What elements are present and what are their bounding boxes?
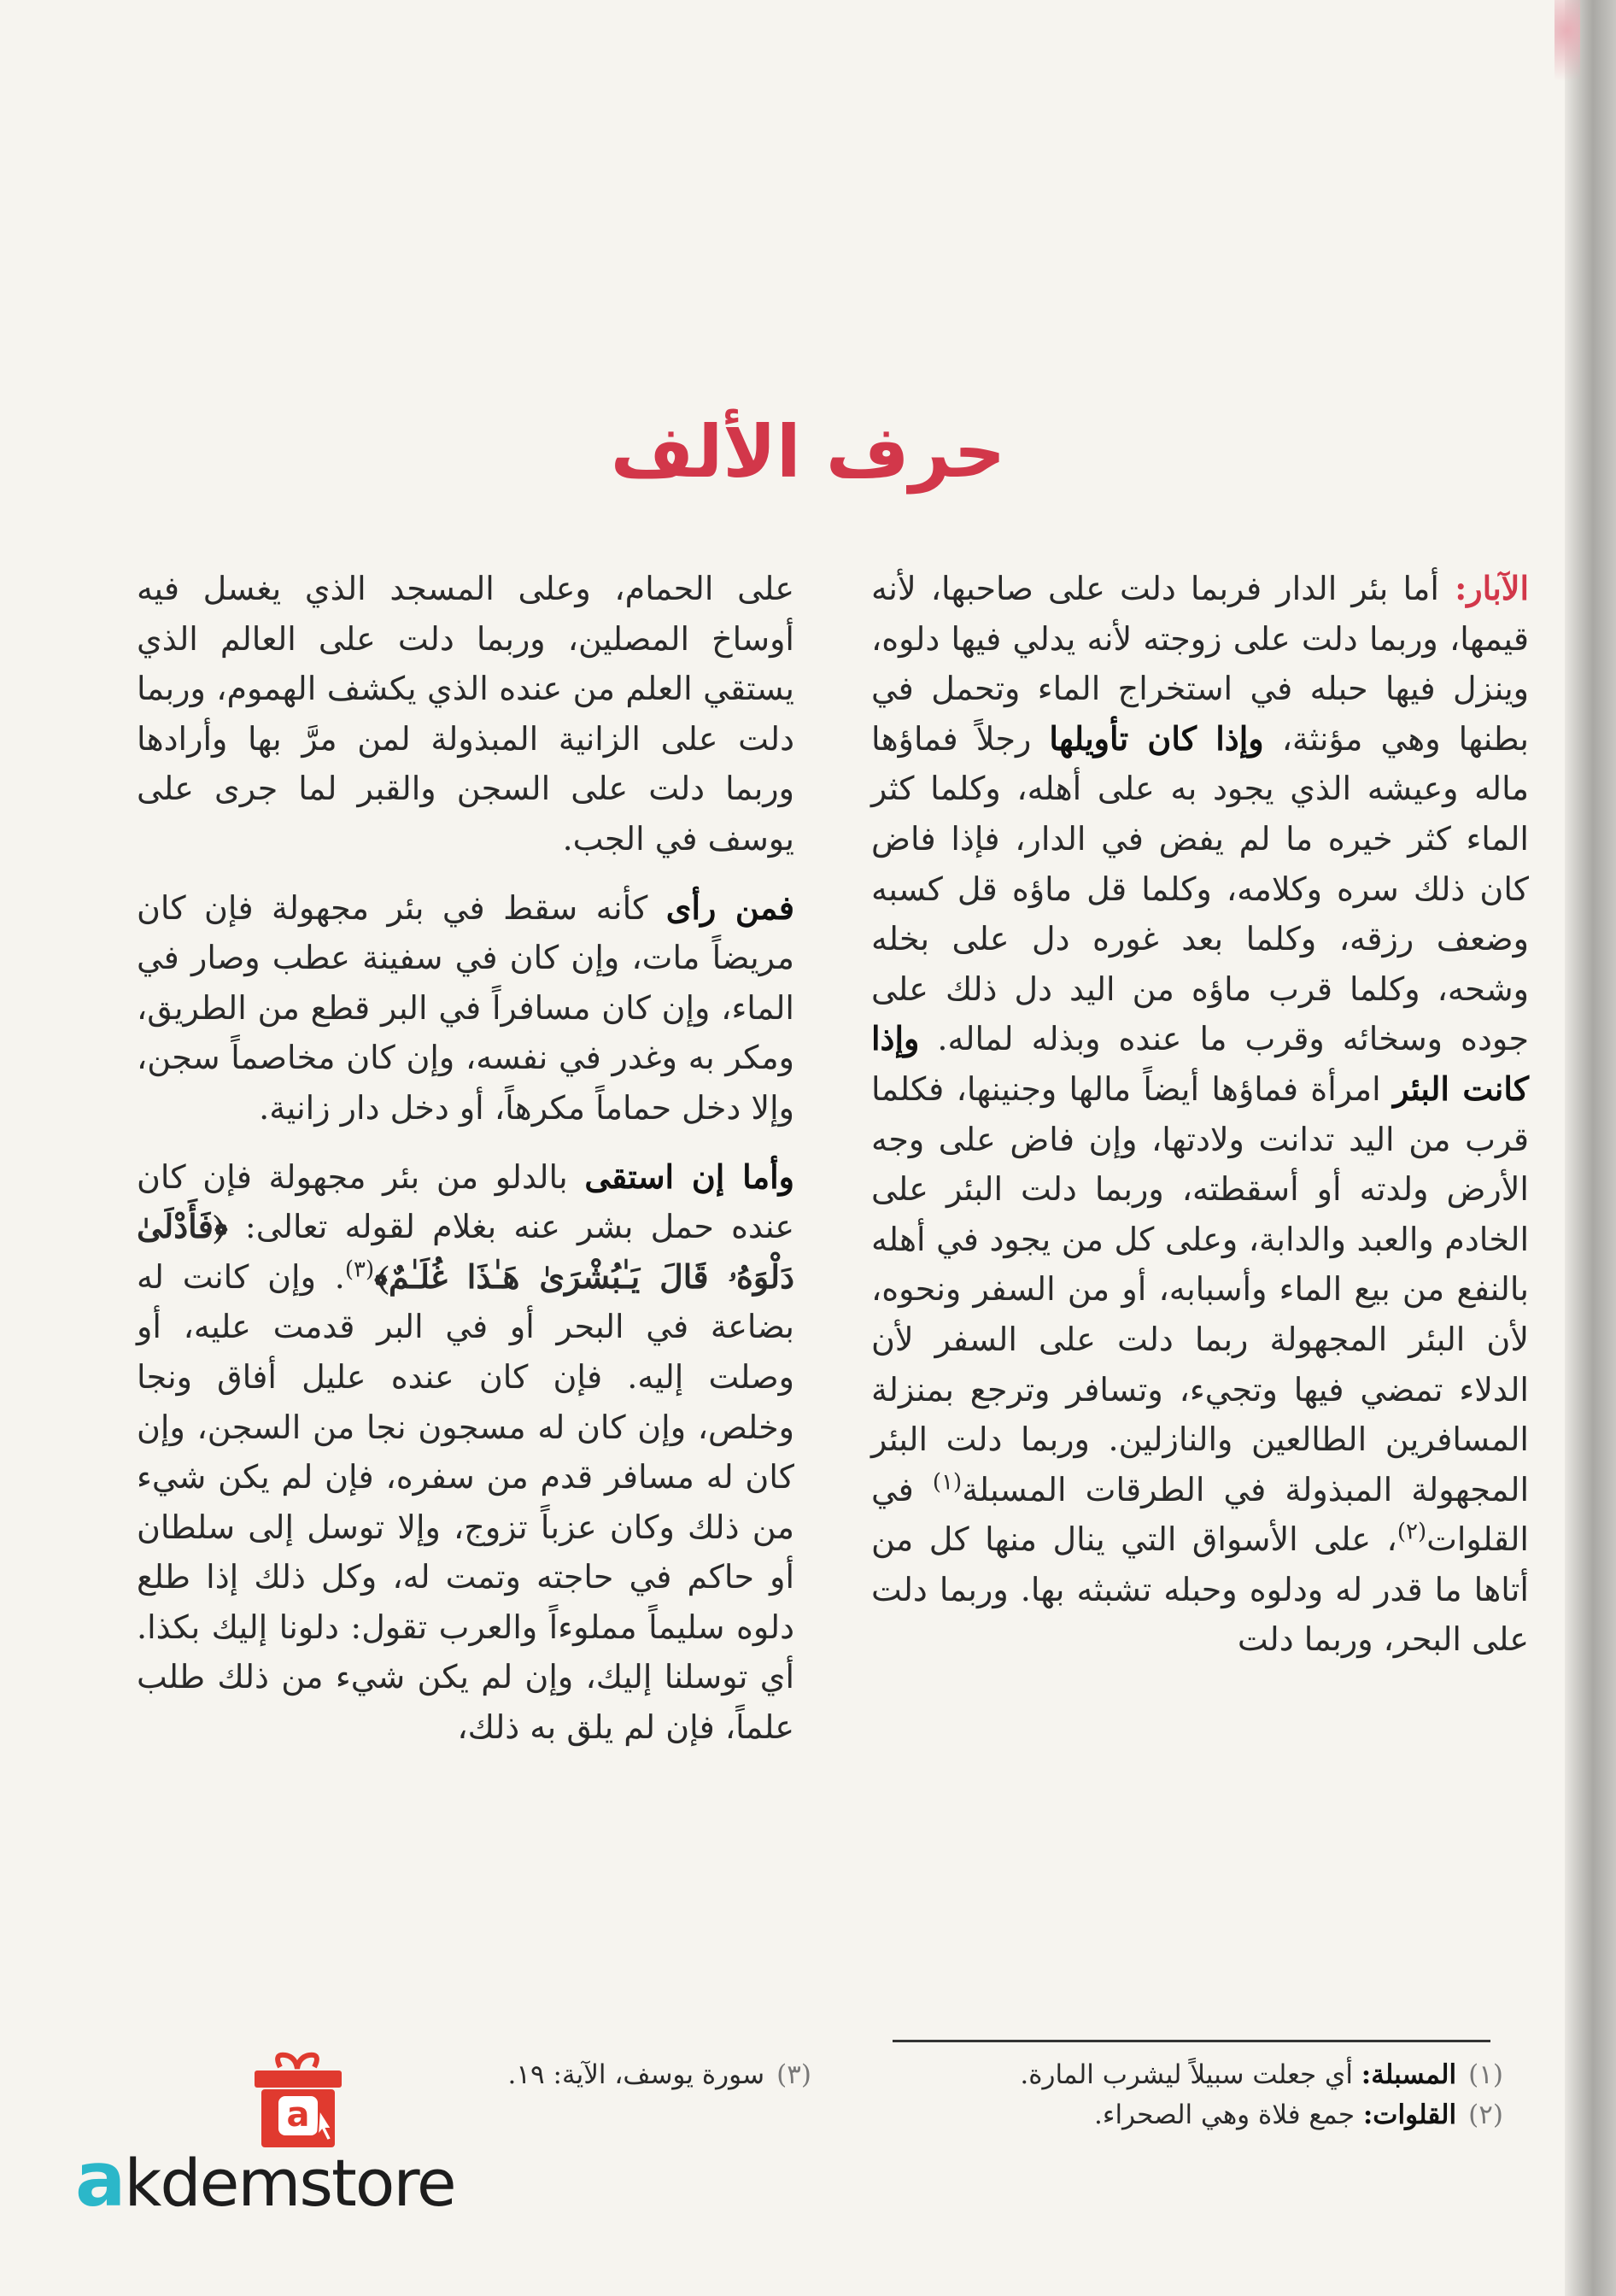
body-text: على الحمام، وعلى المسجد الذي يغسل فيه أوساخ المصلين، وربما دلت على العالم الذي يستقي العلم من عنده الذي يكشف الهموم، وربما دلت على الزانية المبذولة لمن مرَّ بها وأرادها وربما دلت على السجن والقبر لما جرى على يوسف في الجب. — [137, 570, 794, 858]
heading-word: الآبار: — [1438, 569, 1529, 607]
heading-word: وإذا كان تأويلها — [1049, 718, 1264, 758]
body-text: أما بئر الدار فربما دلت على صاحبها، لأنه قيمها، وربما دلت على زوجته لأنه يدلي فيها دلوه، وينزل فيها حبله في استخراج الماء وتحمل في بطنها وهي مؤنثة، — [871, 570, 1529, 758]
footnote-number: (٣) — [776, 2059, 811, 2090]
footnote-text: سورة يوسف، الآية: ١٩. — [507, 2059, 765, 2090]
right-text-column — [871, 564, 1529, 1684]
chapter-title: حرف الألف — [610, 410, 1006, 494]
right-paragraph — [871, 564, 1529, 1665]
footnote-term: المسبلة: — [1361, 2059, 1457, 2090]
footnote-number: (١) — [1468, 2059, 1503, 2090]
footnote-text: أي جعلت سبيلاً ليشرب المارة. — [1020, 2059, 1361, 2090]
body-text: ، على الأسواق التي ينال منها كل من أتاها ما قدر له ودلوه وحبله تشبثه بها. وربما دلت على البحر، وربما دلت — [871, 1520, 1529, 1659]
logo-wordmark — [75, 2135, 553, 2223]
page-edge-shadow — [1565, 0, 1616, 2296]
scan-mark — [1555, 0, 1580, 102]
body-text: كأنه سقط في بئر مجهولة فإن كان مريضاً مات، وإن كان في سفينة عطب وصار في الماء، وإن كان مسافراً في البر قطع من الطريق، ومكر به وغدر في نفسه، وإن كان مخاصماً سجن، وإلا دخل حماماً مكرهاً، أو دخل دار زانية. — [137, 888, 794, 1127]
body-text: بالدلو من بئر مجهولة فإن كان عنده حمل بشر عنه بغلام لقوله تعالى: — [137, 1157, 794, 1246]
quran-verse: ﴿فَأَدْلَىٰ دَلْوَهُۥ قَالَ يَـٰبُشْرَىٰ هَـٰذَا غُلَـٰمٌ﴾ — [137, 1207, 795, 1296]
body-text: في القلوات — [871, 1470, 1529, 1559]
svg-text:a: a — [286, 2095, 310, 2135]
footnote-number: (٢) — [1468, 2100, 1503, 2130]
footnote-item — [820, 2055, 1503, 2095]
body-text: . وإن كانت له بضاعة في البحر أو في البر قدمت عليه، أو وصلت إليه. فإن كان عنده عليل أفاق ونجا وخلص، وإن كان له مسجون نجا من السجن، وإن كان له مسافر قدم من سفره، فإن لم يكن شيء من ذلك وكان عزباً تزوج، وإلا توسل إلى سلطان أو حاكم في حاجته وتمت له، وكل ذلك إذا طلع دلوه سليماً مملوءاً والعرب تقول: دلونا إليك بكذا. أي توسلنا إليك، وإن لم يكن شيء من ذلك طلب علماً، فإن لم يلق به ذلك، — [137, 1257, 794, 1747]
footnote-ref: (٢) — [1396, 1519, 1427, 1545]
left-paragraph — [137, 883, 794, 1133]
heading-word: وإذا كانت البئر — [871, 1019, 1529, 1108]
gift-bag-logo-icon — [243, 2050, 354, 2152]
left-text-column — [137, 564, 794, 1772]
footnote-term: القلوات: — [1362, 2100, 1457, 2130]
footnote-item — [820, 2095, 1503, 2135]
left-paragraph — [137, 1152, 794, 1753]
store-logo[interactable] — [75, 2050, 553, 2223]
footnotes-right — [820, 2055, 1503, 2135]
footnote-divider — [893, 2040, 1490, 2042]
footnote-text: جمع فلاة وهي الصحراء. — [1094, 2100, 1363, 2130]
logo-accent-letter: a — [75, 2135, 125, 2223]
logo-wordmark-text: kdemstore — [124, 2145, 455, 2221]
left-paragraph — [137, 564, 794, 864]
body-text: رجلاً فماؤها ماله وعيشه الذي يجود به على أهله، وكلما كثر الماء كثر خيره ما لم يفض في الدار، فإذا فاض كان ذلك سره وكلامه، وكلما قل ماؤه قل كسبه وضعف رزقه، وكلما بعد غوره دل على بخله وشحه، وكلما قرب ماؤه من اليد دل ذلك على جوده وسخائه وقرب ما عنده وبذله لماله. — [871, 719, 1529, 1058]
footnote-ref: (١) — [932, 1469, 963, 1496]
footnote-ref: (٣) — [344, 1256, 375, 1283]
body-text: امرأة فماؤها أيضاً مالها وجنينها، فكلما قرب من اليد تدانت ولادتها، وإن فاض على وجه الأرض ولدته أو أسقطته، وربما دلت البئر على الخادم والعبد والدابة، وعلى كل من يجود في أهله بالنفع من بيع الماء وأسبابه، أو من السفر ونحوه، لأن البئر المجهولة ربما دلت على السفر لأن الدلاء تمضي فيها وتجيء، وتسافر وترجع بمنزلة المسافرين الطالعين والنازلين. وربما دلت البئر المجهولة المبذولة في الطرقات المسبلة — [871, 1069, 1530, 1508]
heading-word: وأما إن استقى — [584, 1157, 795, 1196]
heading-word: فمن رأى — [665, 887, 794, 927]
